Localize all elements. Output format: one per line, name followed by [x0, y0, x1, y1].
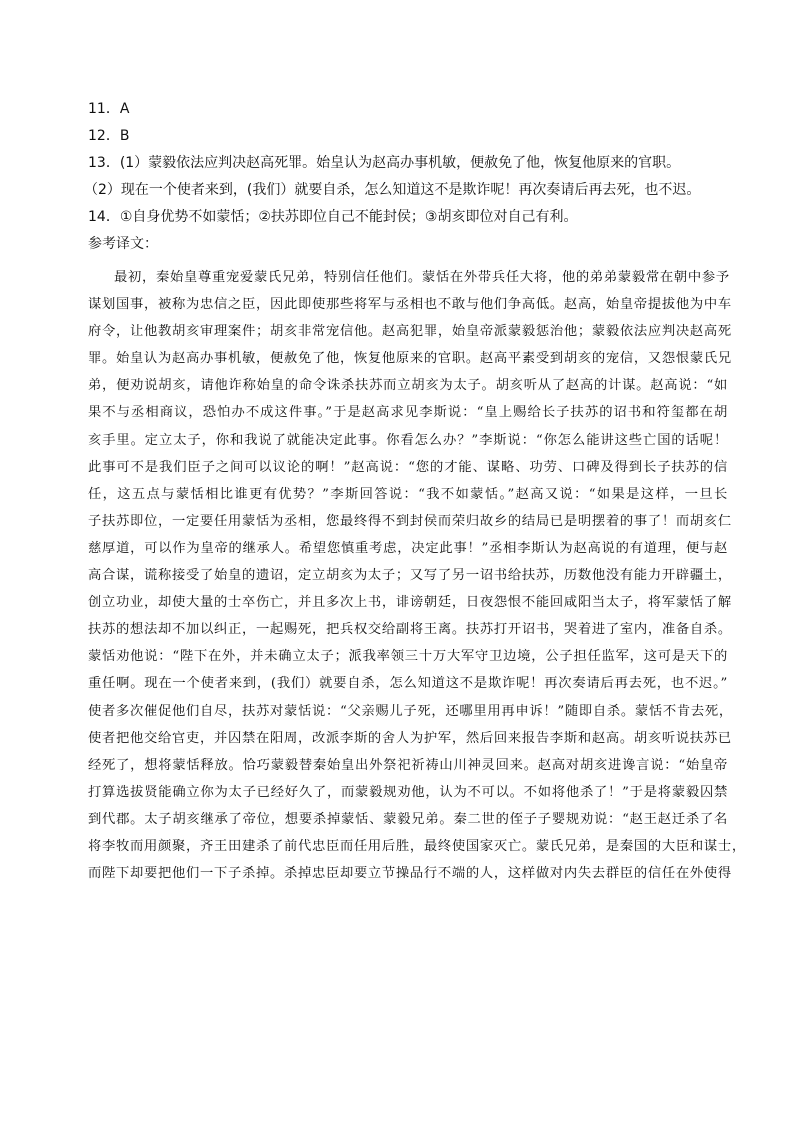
answer-14: 14．①自身优势不如蒙恬；②扶苏即位自己不能封侯；③胡亥即位对自己有利。: [88, 209, 578, 225]
reference-translation-title: 参考译文：: [88, 236, 158, 252]
answer-13-part-1: 13．(1）蒙毅依法应判决赵高死罪。始皇认为赵高办事机敏，便赦免了他，恢复他原来的官职。: [88, 155, 681, 171]
translation-line: 重任啊。现在一个使者来到，(我们）就要自杀，怎么知道这不是欺诈呢！再次奏请后再去死，也不迟。”: [88, 676, 728, 692]
translation-line: 创立功业，却使大量的士卒伤亡，并且多次上书，诽谤朝廷，日夜怨恨不能回咸阳当太子，将军蒙恬了解: [88, 595, 732, 611]
translation-line: 使者多次催促他们自尽，扶苏对蒙恬说：“父亲赐儿子死，还哪里用再申诉！”随即自杀。蒙恬不肯去死，: [88, 703, 733, 719]
translation-line: 此事可不是我们臣子之间可以议论的啊！”赵高说：“您的才能、谋略、功劳、口碑及得到长子扶苏的信: [88, 459, 728, 475]
translation-line: 将李牧而用颜聚，齐王田建杀了前代忠臣而任用后胜，最终使国家灭亡。蒙氏兄弟，是秦国的大臣和谋士，: [88, 838, 746, 854]
translation-line: 府令，让他教胡亥审理案件；胡亥非常宠信他。赵高犯罪，始皇帝派蒙毅惩治他；蒙毅依法应判决赵高死: [88, 324, 732, 340]
answer-13-part-2: （2）现在一个使者来到，(我们）就要自杀，怎么知道这不是欺诈呢！再次奏请后再去死，也不迟。: [84, 182, 701, 198]
translation-line: 高合谋，谎称接受了始皇的遗诏，定立胡亥为太子；又写了另一诏书给扶苏，历数他没有能力开辟疆土，: [88, 568, 732, 584]
translation-line: 罪。始皇认为赵高办事机敏，便赦免了他，恢复他原来的官职。赵高平素受到胡亥的宠信，又怨恨蒙氏兄: [88, 351, 732, 367]
answer-12: 12．B: [88, 128, 130, 144]
translation-line: 打算选拔贤能确立你为太子已经好久了，而蒙毅规劝他，认为不可以。不如将他杀了！”于是将蒙毅囚禁: [88, 784, 728, 800]
translation-line: 扶苏的想法却不加以纠正，一起赐死，把兵权交给副将王离。扶苏打开诏书，哭着进了室内，准备自杀。: [88, 622, 732, 638]
translation-line: 使者把他交给官吏，并囚禁在阳周，改派李斯的舍人为护军，然后回来报告李斯和赵高。胡亥听说扶苏已: [88, 730, 732, 746]
reference-translation-body: [88, 264, 746, 887]
translation-line: 任，这五点与蒙恬相比谁更有优势？”李斯回答说：“我不如蒙恬。”赵高又说：“如果是这样，一旦长: [88, 486, 728, 502]
translation-line: 最初，秦始皇尊重宠爱蒙氏兄弟，特别信任他们。蒙恬在外带兵任大将，他的弟弟蒙毅常在朝中参予: [114, 270, 730, 285]
answer-11: 11．A: [88, 101, 130, 117]
translation-line: 经死了，想将蒙恬释放。恰巧蒙毅替秦始皇出外祭祀祈祷山川神灵回来。赵高对胡亥进谗言说：“始皇帝: [88, 757, 728, 773]
translation-line: 而陛下却要把他们一下子杀掉。杀掉忠臣却要立节操品行不端的人，这样做对内失去群臣的信任在外使得: [88, 866, 732, 882]
document-page: [84, 96, 746, 887]
translation-line: 蒙恬劝他说：“陛下在外，并未确立太子；派我率领三十万大军守卫边境，公子担任监军，这可是天下的: [88, 649, 728, 665]
translation-line: 到代郡。太子胡亥继承了帝位，想要杀掉蒙恬、蒙毅兄弟。秦二世的侄子子婴规劝说：“赵王赵迁杀了名: [88, 811, 728, 827]
translation-line: 谋划国事，被称为忠信之臣，因此即使那些将军与丞相也不敢与他们争高低。赵高，始皇帝提拔他为中车: [88, 297, 732, 313]
translation-line: 弟，便劝说胡亥，请他诈称始皇的命令诛杀扶苏而立胡亥为太子。胡亥听从了赵高的计谋。赵高说：“如: [88, 378, 728, 394]
translation-line: 亥手里。定立太子，你和我说了就能决定此事。你看怎么办？”李斯说：“你怎么能讲这些亡国的话呢！: [88, 432, 728, 448]
translation-line: 子扶苏即位，一定要任用蒙恬为丞相，您最终得不到封侯而荣归故乡的结局已是明摆着的事了！而胡亥仁: [88, 513, 732, 529]
translation-line: 果不与丞相商议，恐怕办不成这件事。”于是赵高求见李斯说：“皇上赐给长子扶苏的诏书和符玺都在胡: [88, 405, 728, 421]
translation-line: 慈厚道，可以作为皇帝的继承人。希望您慎重考虑，决定此事！”丞相李斯认为赵高说的有道理，便与赵: [88, 540, 728, 556]
